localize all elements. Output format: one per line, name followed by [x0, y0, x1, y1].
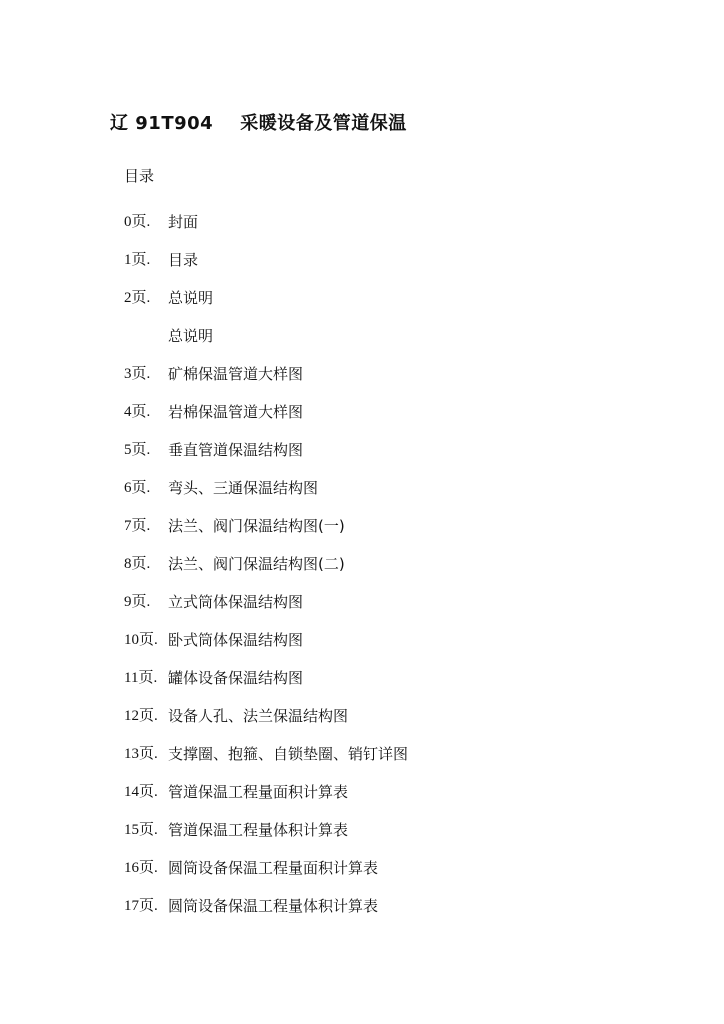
toc-page-number: 5页.	[124, 442, 151, 458]
toc-page-number: 16页.	[124, 860, 158, 876]
toc-list	[124, 203, 408, 925]
toc-entry	[124, 735, 408, 773]
toc-entry	[124, 279, 408, 317]
toc-page-number: 15页.	[124, 822, 158, 838]
toc-entry-title: 设备人孔、法兰保温结构图	[168, 707, 349, 725]
toc-entry-title: 总说明	[168, 327, 214, 345]
toc-entry	[124, 849, 408, 887]
toc-entry-title: 支撑圈、抱箍、自锁垫圈、销钉详图	[168, 745, 409, 763]
toc-page-number: 0页.	[124, 214, 151, 230]
toc-entry	[124, 469, 408, 507]
toc-page-number: 13页.	[124, 746, 158, 762]
toc-entry-title: 圆筒设备保温工程量体积计算表	[168, 897, 379, 915]
toc-page-number: 11页.	[124, 670, 158, 686]
toc-page-number: 4页.	[124, 404, 151, 420]
document-title: 辽 91T904 采暖设备及管道保温	[110, 113, 407, 134]
toc-page-number: 9页.	[124, 594, 151, 610]
toc-entry	[124, 241, 408, 279]
toc-page-number: 10页.	[124, 632, 158, 648]
toc-page-number: 17页.	[124, 898, 158, 914]
toc-entry-title: 卧式筒体保温结构图	[168, 631, 304, 649]
toc-entry	[124, 773, 408, 811]
toc-entry-title: 总说明	[168, 289, 214, 307]
toc-entry-title: 目录	[168, 251, 199, 269]
toc-entry	[124, 583, 408, 621]
toc-entry-title: 管道保温工程量体积计算表	[168, 821, 349, 839]
toc-page-number: 2页.	[124, 290, 151, 306]
toc-entry-title: 法兰、阀门保温结构图(一)	[168, 517, 345, 535]
toc-entry-title: 立式筒体保温结构图	[168, 593, 304, 611]
toc-entry	[124, 203, 408, 241]
toc-entry	[124, 659, 408, 697]
toc-entry	[124, 507, 408, 545]
toc-entry-title: 罐体设备保温结构图	[168, 669, 304, 687]
toc-entry-title: 管道保温工程量面积计算表	[168, 783, 349, 801]
toc-entry	[124, 811, 408, 849]
toc-page-number: 3页.	[124, 366, 151, 382]
toc-page-number: 14页.	[124, 784, 158, 800]
toc-entry	[124, 431, 408, 469]
toc-page-number: 1页.	[124, 252, 151, 268]
toc-heading: 目录	[124, 167, 155, 185]
toc-entry-title: 法兰、阀门保温结构图(二)	[168, 555, 345, 573]
toc-entry	[124, 355, 408, 393]
toc-entry-title: 圆筒设备保温工程量面积计算表	[168, 859, 379, 877]
toc-page-number: 8页.	[124, 556, 151, 572]
toc-entry	[124, 317, 408, 355]
toc-entry-title: 矿棉保温管道大样图	[168, 365, 304, 383]
toc-page-number: 7页.	[124, 518, 151, 534]
toc-entry-title: 封面	[168, 213, 199, 231]
toc-entry-title: 垂直管道保温结构图	[168, 441, 304, 459]
toc-entry	[124, 887, 408, 925]
toc-entry	[124, 545, 408, 583]
toc-entry	[124, 621, 408, 659]
toc-entry-title: 弯头、三通保温结构图	[168, 479, 319, 497]
toc-page-number: 6页.	[124, 480, 151, 496]
toc-page-number: 12页.	[124, 708, 158, 724]
toc-entry	[124, 697, 408, 735]
toc-entry-title: 岩棉保温管道大样图	[168, 403, 304, 421]
toc-entry	[124, 393, 408, 431]
